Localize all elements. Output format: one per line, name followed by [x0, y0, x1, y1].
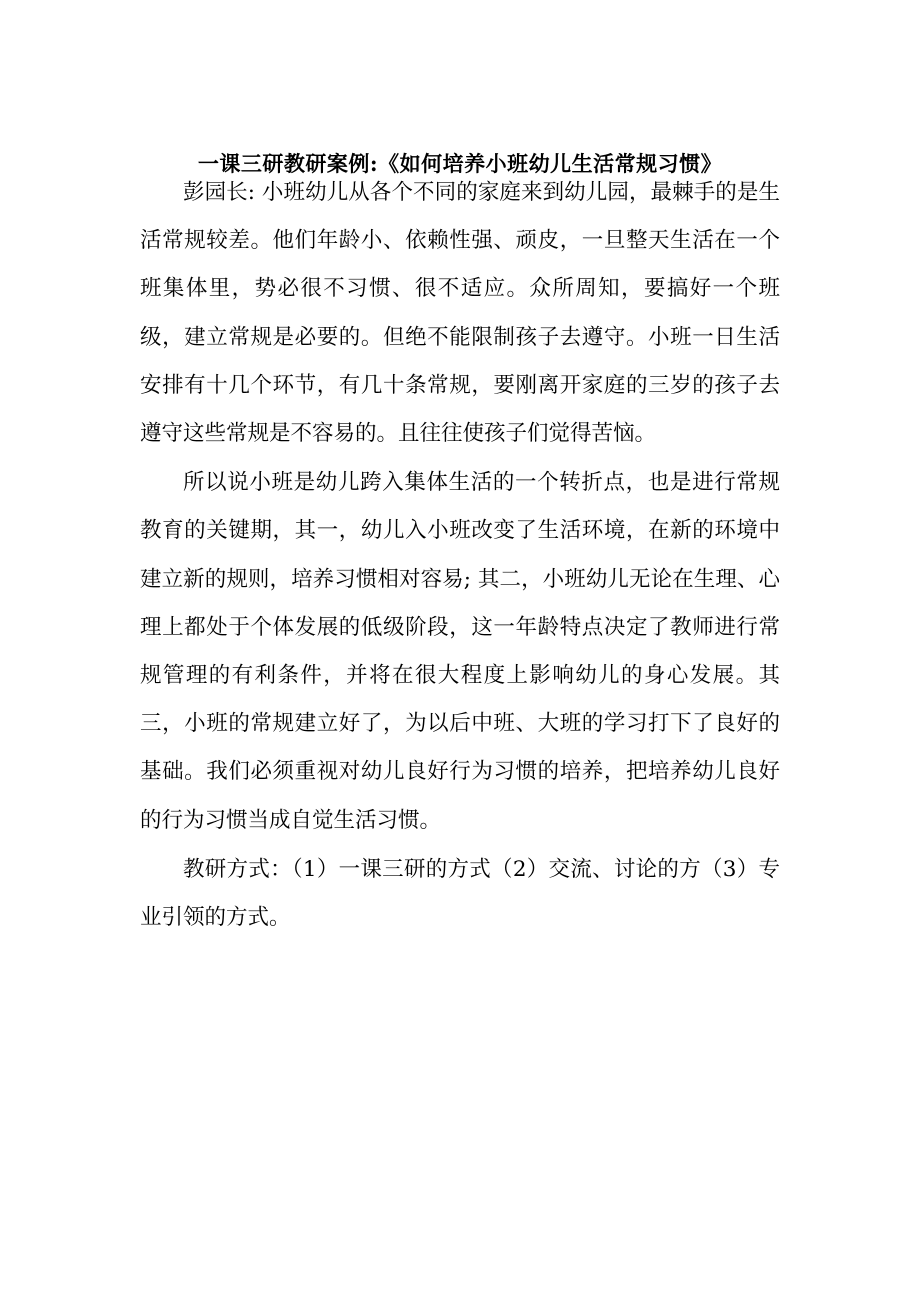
- document-title: 一课三研教研案例:《如何培养小班幼儿生活常规习惯》: [197, 151, 723, 176]
- document-body: [140, 169, 780, 943]
- paragraph-research-methods: 教研方式：（1）一课三研的方式（2）交流、讨论的方（3）专业引领的方式。: [140, 856, 780, 931]
- paragraph-intro: 彭园长: 小班幼儿从各个不同的家庭来到幼儿园，最棘手的是生活常规较差。他们年龄小、依赖性强、顽皮，一旦整天生活在一个班集体里，势必很不习惯、很不适应。众所周知，要搞好一个班级，建立常规是必要的。但绝不能限制孩子去遵守。小班一日生活安排有十几个环节，有几十条常规，要刚离开家庭的三岁的孩子去遵守这些常规是不容易的。且往往使孩子们觉得苦恼。: [140, 180, 780, 447]
- paragraph-key-period: 所以说小班是幼儿跨入集体生活的一个转折点，也是进行常规教育的关键期，其一，幼儿入小班改变了生活环境，在新的环境中建立新的规则，培养习惯相对容易; 其二，小班幼儿无论在生理、心理上都处于个体发展的低级阶段，这一年龄特点决定了教师进行常规管理的有利条件，并将在很大程度上影响幼儿的身心发展。其三，小班的常规建立好了，为以后中班、大班的学习打下了良好的基础。我们必须重视对幼儿良好行为习惯的培养，把培养幼儿良好的行为习惯当成自觉生活习惯。: [140, 470, 780, 833]
